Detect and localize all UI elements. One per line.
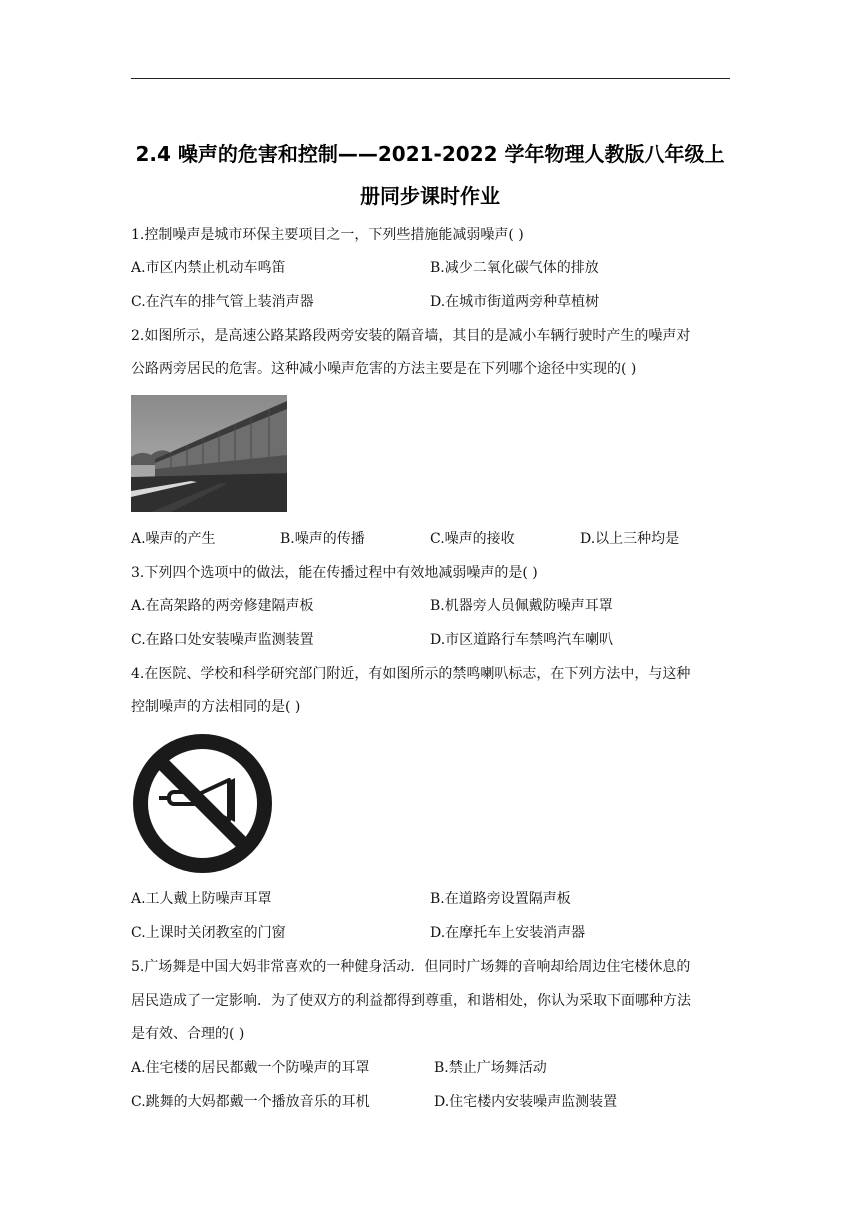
q3-option-a: A.在高架路的两旁修建隔声板: [131, 598, 314, 614]
q2-stem-line1: 2.如图所示，是高速公路某路段两旁安装的隔音墙，其目的是减小车辆行驶时产生的噪声对: [131, 328, 691, 344]
sound-barrier-photo: [131, 395, 287, 512]
q1-stem: 1.控制噪声是城市环保主要项目之一，下列些措施能减弱噪声( ): [131, 227, 524, 243]
q2-option-b: B.噪声的传播: [280, 531, 365, 547]
no-horn-sign-icon: [131, 732, 274, 875]
q3-option-b: B.机器旁人员佩戴防噪声耳罩: [430, 598, 613, 614]
q2-option-a: A.噪声的产生: [131, 531, 216, 547]
q5-option-c: C.跳舞的大妈都戴一个播放音乐的耳机: [131, 1094, 370, 1110]
q2-option-d: D.以上三种均是: [580, 531, 680, 547]
q4-stem-line2: 控制噪声的方法相同的是( ): [131, 699, 301, 715]
q4-option-c: C.上课时关闭教室的门窗: [131, 925, 286, 941]
doc-title-line2: 册同步课时作业: [360, 184, 500, 208]
q1-option-d: D.在城市街道两旁种草植树: [430, 294, 600, 310]
q5-option-d: D.住宅楼内安装噪声监测装置: [434, 1094, 618, 1110]
q5-stem-line3: 是有效、合理的( ): [131, 1026, 245, 1042]
q1-option-c: C.在汽车的排气管上装消声器: [131, 294, 314, 310]
q5-stem-line2: 居民造成了一定影响．为了使双方的利益都得到尊重，和谐相处，你认为采取下面哪种方法: [131, 993, 691, 1009]
q4-option-d: D.在摩托车上安装消声器: [430, 925, 586, 941]
q5-option-a: A.住宅楼的居民都戴一个防噪声的耳罩: [131, 1060, 370, 1076]
q3-stem: 3.下列四个选项中的做法，能在传播过程中有效地减弱噪声的是( ): [131, 565, 538, 581]
q5-stem-line1: 5.广场舞是中国大妈非常喜欢的一种健身活动．但同时广场舞的音响却给周边住宅楼休息的: [131, 959, 691, 975]
q1-option-a: A.市区内禁止机动车鸣笛: [131, 260, 286, 276]
doc-title-line1: 2.4 噪声的危害和控制——2021-2022 学年物理人教版八年级上: [135, 142, 725, 166]
q4-stem-line1: 4.在医院、学校和科学研究部门附近，有如图所示的禁鸣喇叭标志，在下列方法中，与这种: [131, 666, 691, 682]
header-rule: [131, 78, 730, 79]
q2-stem-line2: 公路两旁居民的危害。这种减小噪声危害的方法主要是在下列哪个途径中实现的( ): [131, 361, 637, 377]
q1-option-b: B.减少二氧化碳气体的排放: [430, 260, 599, 276]
q5-option-b: B.禁止广场舞活动: [434, 1060, 547, 1076]
q2-option-c: C.噪声的接收: [430, 531, 515, 547]
q3-option-c: C.在路口处安装噪声监测装置: [131, 632, 314, 648]
q4-option-a: A.工人戴上防噪声耳罩: [131, 891, 272, 907]
q4-option-b: B.在道路旁设置隔声板: [430, 891, 571, 907]
q3-option-d: D.市区道路行车禁鸣汽车喇叭: [430, 632, 614, 648]
